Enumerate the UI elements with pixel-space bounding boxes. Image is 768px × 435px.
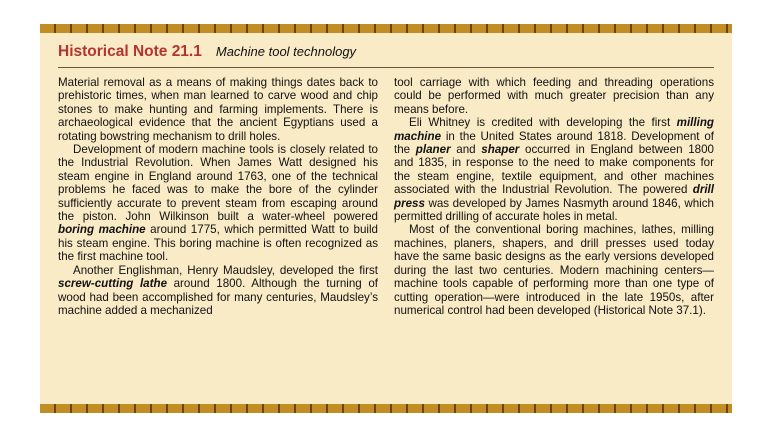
note-title: Machine tool technology (215, 44, 357, 59)
term-boring-machine: boring machine (58, 223, 146, 237)
paragraph: Material removal as a means of making things dates back to prehistoric times, when man learned to carve wood and chip stones to make hunting and farming implements. There is archaeological evidence that the ancient Egyptians used a rotating bowstring mechanism to drill holes. (58, 76, 378, 143)
term-screw-cutting-lathe: screw-cutting lathe (58, 277, 168, 291)
note-label: Historical Note 21.1 (58, 43, 202, 60)
term-shaper: shaper (481, 143, 520, 157)
historical-note-box (40, 24, 732, 413)
paragraph: Development of modern machine tools is closely related to the Industrial Revolution. When James Watt designed his steam engine in England around 1763, one of the technical problems he faced was to make the bore of the cylinder sufficiently accurate to prevent steam from escaping around the piston. John Wilkinson built a water-wheel powered boring machine around 1775, which permitted Watt to build his steam engine. This boring machine is often recognized as the first machine tool. (58, 143, 378, 264)
paragraph: tool carriage with which feeding and threading operations could be performed with much greater precision than any means before. (394, 76, 714, 116)
bottom-decorative-stripe (40, 404, 732, 413)
left-column (58, 76, 378, 317)
term-drill-press: drill press (394, 183, 714, 210)
top-decorative-stripe (40, 24, 732, 33)
right-column (394, 76, 714, 317)
paragraph: Another Englishman, Henry Maudsley, developed the first screw-cutting lathe around 1800. Although the turning of wood had been accomplished for many centuries, Maudsley’s machine added a mechanized (58, 263, 378, 317)
note-header (58, 43, 714, 68)
paragraph: Most of the conventional boring machines, lathes, milling machines, planers, shapers, and drill presses used today have the same basic designs as the early versions developed during the last two centuries. Modern machining centers—machine tools capable of performing more than one type of cutting operation—were introduced in the late 1950s, after numerical control had been developed (Historical Note 37.1). (394, 223, 714, 317)
term-milling-machine: milling machine (394, 116, 714, 143)
paragraph: Eli Whitney is credited with developing the first milling machine in the United States around 1818. Development of the planer and shaper occurred in England between 1800 and 1835, in response to the need to make components for the steam engine, textile equipment, and other machines associated with the Industrial Revolution. The powered drill press was developed by James Nasmyth around 1846, which permitted drilling of accurate holes in metal. (394, 116, 714, 224)
term-planer: planer (415, 143, 451, 157)
